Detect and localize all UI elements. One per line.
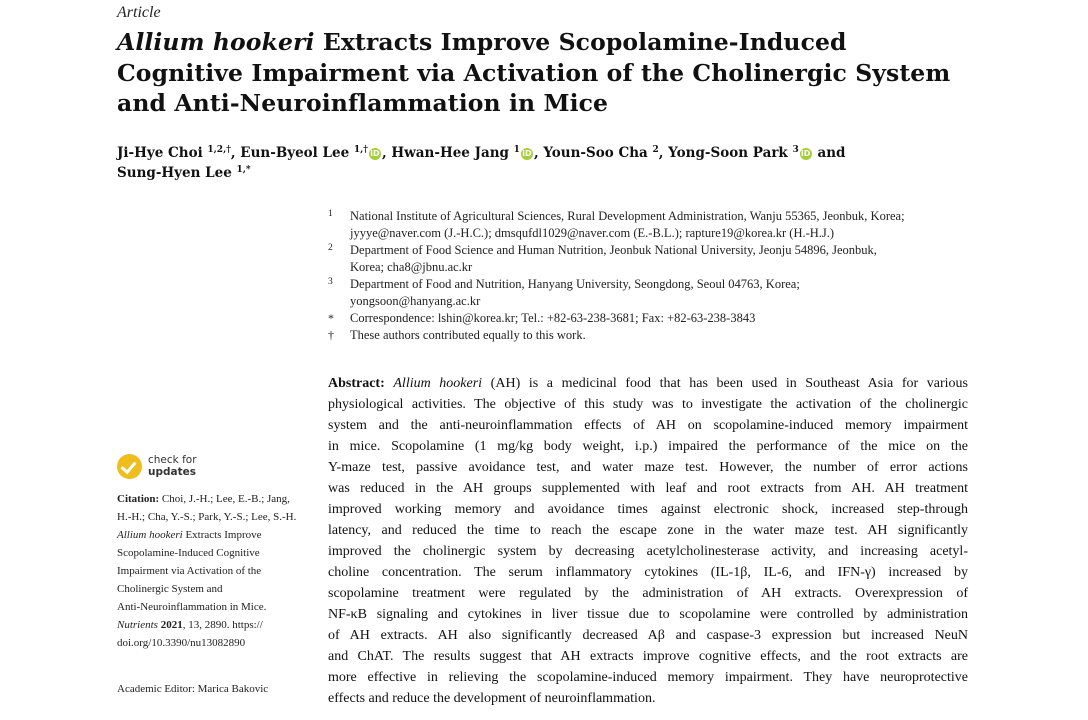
title-line-1-rest: Extracts Improve Scopolamine-Induced (314, 28, 847, 56)
citation-text: , 13, 2890. https:// (182, 619, 263, 631)
check-for-updates-line-2: updates (148, 466, 196, 478)
dagger-marker: † (328, 328, 334, 342)
abstract-label: Abstract: (328, 376, 385, 391)
paper-title (117, 27, 1017, 119)
affiliation-line: yongsoon@hanyang.ac.kr (350, 294, 481, 308)
affiliation-marker: 1 (328, 209, 333, 219)
affiliations (328, 208, 978, 344)
citation-line (117, 526, 317, 544)
citation-line: Scopolamine-Induced Cognitive (117, 547, 260, 559)
title-line-1 (117, 27, 1017, 58)
orcid-icon[interactable]: iD (370, 149, 380, 158)
abstract-line: of AH extracts. AH also significantly decreased Aβ and caspase-3 expression but increased NeuN (328, 628, 968, 643)
affiliation-marker: 2 (328, 243, 333, 253)
citation-line: H.-H.; Cha, Y.-S.; Park, Y.-S.; Lee, S.-H. (117, 511, 297, 523)
citation-block (117, 490, 317, 652)
author-name: Sung-Hyen Lee (117, 165, 237, 181)
affiliation-line: Department of Food Science and Human Nutrition, Jeonbuk National University, Jeonju 54896, Jeonbuk, (350, 243, 877, 257)
abstract-species-name: Allium hookeri (393, 376, 483, 391)
affiliation-line: National Institute of Agricultural Sciences, Rural Development Administration, Wanju 55365, Jeonbuk, Korea; (350, 209, 905, 223)
citation-species-name: Allium hookeri (117, 529, 183, 541)
abstract-line: in mice. Scopolamine (1 mg/kg body weight, i.p.) impaired the performance of the mice on the (328, 439, 968, 454)
abstract-line: improved the cholinergic system by decreasing acetylcholinesterase activity, and increasing acetyl- (328, 544, 968, 559)
abstract-line (328, 373, 968, 394)
correspondence-line: Correspondence: lshin@korea.kr; Tel.: +82-63-238-3681; Fax: +82-63-238-3843 (350, 311, 756, 325)
abstract-line: physiological activities. The objective of this study was to investigate the activation of the cholinergic (328, 397, 968, 412)
affiliation-line: jyyye@naver.com (J.-H.C.); dmsqufdl1029@naver.com (E.-B.L.); rapture19@korea.kr (H.-H.J.) (350, 226, 835, 240)
abstract-line: was reduced in the AH groups supplemented with leaf and root extracts from AH. AH treatment (328, 481, 968, 496)
citation-doi-link[interactable]: doi.org/10.3390/nu13082890 (117, 637, 246, 649)
affiliation-item (328, 276, 978, 310)
citation-text: Extracts Improve (182, 529, 262, 541)
affiliation-marker: 3 (328, 277, 333, 287)
title-line-3: and Anti-Neuroinflammation in Mice (117, 89, 609, 117)
affiliation-line: Korea; cha8@jbnu.ac.kr (350, 260, 473, 274)
author-affiliation-marker: 3 (792, 145, 799, 155)
author-affiliation-marker: 2 (652, 145, 659, 155)
check-for-updates-line-1: check for (148, 454, 197, 466)
abstract-line: effects and reduce the development of neuroinflammation. (328, 691, 656, 706)
check-circle-icon (117, 454, 142, 479)
check-for-updates-badge[interactable] (117, 450, 237, 482)
author-name: Ji-Hye Choi (117, 145, 208, 161)
correspondence-marker: * (328, 311, 334, 325)
abstract-line: Y-maze test, passive avoidance test, and water maze test. However, the number of error actions (328, 460, 968, 475)
article-type-label: Article (117, 4, 161, 21)
citation-journal: Nutrients (117, 619, 158, 631)
affiliation-item (328, 242, 978, 276)
author-affiliation-marker: 1,† (353, 145, 368, 155)
equal-contribution-note (328, 327, 978, 344)
abstract-line: scopolamine treatment were regulated by the administration of AH extracts. Overexpression of (328, 586, 968, 601)
academic-editor: Academic Editor: Marica Bakovic (117, 683, 269, 695)
citation-text: Choi, J.-H.; Lee, E.-B.; Jang, (159, 493, 290, 505)
citation-label: Citation: (117, 493, 160, 505)
author-and: and (812, 145, 846, 161)
citation-year: 2021 (157, 619, 183, 631)
citation-line (117, 490, 317, 508)
orcid-icon[interactable]: iD (522, 149, 532, 158)
abstract-line: improved working memory and avoidance times against electronic shock, increased step-through (328, 502, 968, 517)
author-name: , Yong-Soon Park (658, 145, 793, 161)
citation-line: Impairment via Activation of the (117, 565, 262, 577)
abstract-line: system and the anti-neuroinflammation effects of AH on scopolamine-induced memory impairment (328, 418, 968, 433)
equal-contribution-line: These authors contributed equally to this work. (350, 328, 586, 342)
abstract-line: NF-κB signaling and cytokines in liver tissue due to scopolamine were controlled by administration (328, 607, 968, 622)
author-name: , Hwan-Hee Jang (382, 145, 514, 161)
author-line-2 (117, 163, 1017, 183)
author-list (117, 143, 1017, 183)
citation-line (117, 616, 317, 634)
author-affiliation-marker: 1,* (236, 165, 251, 175)
author-line-1 (117, 143, 1017, 163)
abstract (328, 373, 968, 709)
affiliation-item (328, 208, 978, 242)
abstract-line: and ChAT. The results suggest that AH extracts improve cognitive effects, and the root extracts are (328, 649, 968, 664)
citation-line: Cholinergic System and (117, 583, 223, 595)
abstract-line: latency, and reduced the time to reach the escape zone in the water maze test. AH significantly (328, 523, 968, 538)
author-name: , Youn-Soo Cha (533, 145, 653, 161)
author-affiliation-marker: 1 (513, 145, 520, 155)
citation-line: Anti-Neuroinflammation in Mice. (117, 601, 267, 613)
abstract-line: choline concentration. The serum inflammatory cytokines (IL-1β, IL-6, and IFN-γ) increased by (328, 565, 968, 580)
affiliation-line: Department of Food and Nutrition, Hanyang University, Seongdong, Seoul 04763, Korea; (350, 277, 800, 291)
title-line-2: Cognitive Impairment via Activation of the Cholinergic System (117, 58, 951, 87)
orcid-icon[interactable]: iD (801, 149, 811, 158)
abstract-text: (AH) is a medicinal food that has been used in Southeast Asia for various (482, 376, 968, 391)
correspondence-item (328, 310, 978, 327)
check-for-updates-label (148, 454, 197, 478)
author-name: , Eun-Byeol Lee (230, 145, 354, 161)
title-species-name: Allium hookeri (117, 28, 315, 56)
abstract-line: more effective in relieving the scopolamine-induced memory impairment. They have neuroprotective (328, 670, 968, 685)
author-affiliation-marker: 1,2,† (207, 145, 231, 155)
